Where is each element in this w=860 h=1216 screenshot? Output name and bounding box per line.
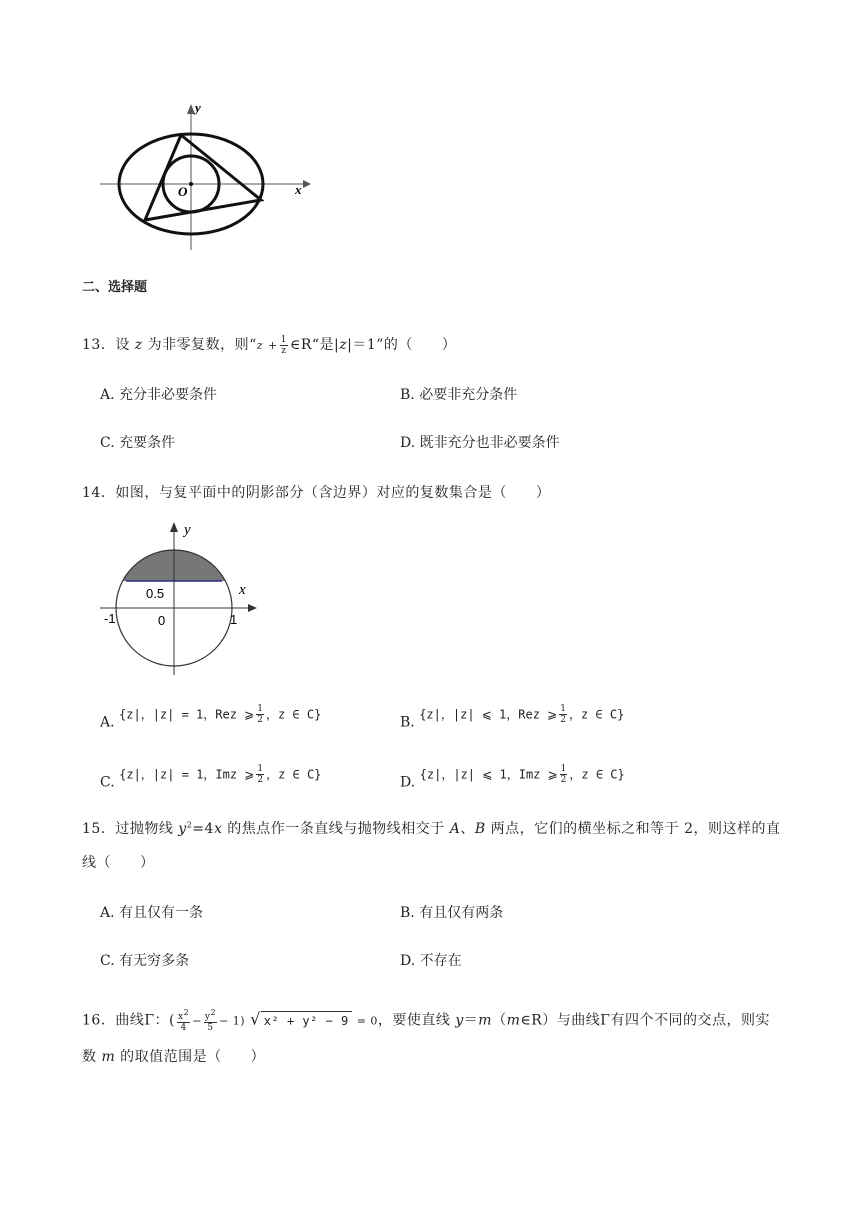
- option-set-post: ，z ∈ C}: [266, 767, 322, 782]
- q16-sup-a: 2: [183, 1008, 190, 1017]
- imag-axis-arrow: [170, 522, 178, 532]
- sqrt-sign: √: [250, 1009, 261, 1029]
- q13-option-c[interactable]: [100, 432, 175, 452]
- q13-option-a[interactable]: [100, 384, 217, 404]
- option-letter: D.: [400, 435, 416, 451]
- option-letter: B.: [400, 905, 415, 921]
- q16-sup-b: 2: [210, 1008, 217, 1017]
- fig2-label-one: 1: [230, 612, 238, 627]
- option-letter: A.: [100, 905, 115, 921]
- q16-text-d: ∈R）与曲线Γ有四个不同的交点，则实: [520, 1012, 770, 1029]
- fig1-origin-label: O: [178, 184, 188, 199]
- option-text: 必要非充分条件: [419, 387, 518, 403]
- q15-eq-rest: =4: [192, 821, 214, 837]
- frac-num: 1: [257, 764, 264, 774]
- q16-eq-zero: = 0: [356, 1014, 378, 1028]
- fig2-label-neg1: -1: [104, 611, 116, 626]
- option-set-post: ，z ∈ C}: [569, 767, 625, 782]
- q15-sep: 、: [460, 821, 475, 837]
- q15-option-c[interactable]: [100, 950, 189, 970]
- option-text: 充分非必要条件: [119, 387, 218, 403]
- option-set-pre: {z|，|z| = 1，Rez ⩾: [119, 707, 255, 722]
- q15-option-b[interactable]: [400, 902, 503, 922]
- option-fraction: [560, 764, 568, 785]
- q15-stem-line2: 线（ ）: [82, 855, 155, 871]
- option-text: 既非充分也非必要条件: [419, 435, 560, 451]
- q14-option-b[interactable]: [400, 704, 624, 731]
- q16-minus: −: [192, 1014, 202, 1028]
- frac-den: 2: [560, 715, 566, 725]
- q16-stem-line1: [82, 1008, 770, 1033]
- q14-number: 14．: [82, 485, 116, 501]
- section-heading: 二、选择题: [82, 280, 148, 295]
- q13-text-b: 为非零复数，则“: [142, 337, 257, 353]
- q14-option-a[interactable]: [100, 704, 321, 731]
- q15-option-a[interactable]: [100, 902, 203, 922]
- q16-line2-a: 数: [82, 1049, 102, 1065]
- option-fraction: [256, 704, 264, 725]
- option-set-pre: {z|，|z| ⩽ 1，Rez ⩾: [419, 707, 558, 722]
- fig2-label-half: 0.5: [146, 586, 165, 601]
- option-letter: D.: [400, 774, 416, 791]
- option-fraction: [256, 764, 264, 785]
- q15-text-b: 的焦点作一条直线与抛物线相交于: [222, 821, 450, 837]
- fig1-y-label: y: [195, 100, 201, 115]
- q16-x: x: [178, 1012, 184, 1022]
- q15-point-b: B: [474, 821, 486, 837]
- fig2-label-zero: 0: [158, 613, 166, 628]
- frac-num: 1: [560, 704, 566, 714]
- q13-text-d: z: [339, 337, 348, 353]
- q15-eq-y: y: [178, 821, 187, 837]
- q16-frac-y: [204, 1008, 217, 1033]
- option-text: 有且仅有两条: [419, 905, 504, 921]
- q13-expr-z: z: [256, 339, 264, 352]
- origin-point: [189, 182, 193, 186]
- q13-frac-den: z: [281, 345, 287, 356]
- q13-var-z: z: [134, 337, 143, 353]
- y-axis-arrow: [187, 104, 195, 114]
- q13-option-d[interactable]: [400, 432, 560, 452]
- option-set-pre: {z|，|z| = 1，Imz ⩾: [119, 767, 255, 782]
- q15-point-a: A: [449, 821, 461, 837]
- q16-sqrt-expr: x² + y² − 9: [261, 1011, 352, 1028]
- q15-text-a: 过抛物线: [115, 821, 179, 837]
- q13-option-b[interactable]: [400, 384, 517, 404]
- option-letter: B.: [400, 387, 415, 403]
- q13-text-e: |＝1”的（ ）: [347, 337, 457, 353]
- option-letter: C.: [100, 774, 115, 791]
- option-set-post: ，z ∈ C}: [568, 707, 625, 722]
- option-letter: A.: [100, 387, 115, 403]
- unit-circle-figure: [98, 520, 268, 690]
- q14-stem: [82, 482, 550, 502]
- option-letter: D.: [400, 953, 416, 969]
- q13-plus: +: [268, 339, 278, 352]
- q16-frac-x: [177, 1008, 190, 1033]
- q16-y-var: y: [455, 1012, 464, 1029]
- q16-minus-one: − 1): [219, 1014, 246, 1028]
- fig2-x-label: x: [239, 582, 246, 598]
- frac-num: 1: [560, 764, 567, 774]
- q15-text-c: 两点，它们的横坐标之和等于 2，则这样的直: [485, 821, 781, 837]
- q14-option-d[interactable]: [400, 764, 625, 791]
- option-text: 有无穷多条: [119, 953, 190, 969]
- q16-m-var3: m: [101, 1049, 116, 1065]
- q13-frac-num: 1: [280, 334, 287, 345]
- q16-eq-m: ＝: [463, 1012, 479, 1029]
- q13-fraction: [280, 335, 288, 356]
- option-letter: C.: [100, 435, 115, 451]
- frac-den: 2: [257, 775, 264, 785]
- q14-text: 如图，与复平面中的阴影部分（含边界）对应的复数集合是（ ）: [115, 485, 551, 501]
- q15-number: 15．: [82, 821, 116, 837]
- q16-line2-b: 的取值范围是（ ）: [115, 1049, 266, 1065]
- q13-stem: [82, 334, 456, 356]
- fig2-y-label: y: [184, 522, 191, 538]
- q13-text-c: ∈R“是|: [289, 337, 340, 353]
- option-set-post: ，z ∈ C}: [265, 707, 322, 722]
- q15-option-d[interactable]: [400, 950, 462, 970]
- q16-text-a: 曲线Γ：(: [115, 1012, 176, 1029]
- q16-number: 16．: [82, 1012, 116, 1029]
- frac-den: 2: [257, 715, 263, 725]
- option-letter: A.: [100, 714, 115, 731]
- option-letter: C.: [100, 953, 115, 969]
- ellipse-triangle-figure: [95, 100, 320, 255]
- q15-eq-sup: 2: [186, 820, 193, 830]
- q16-stem-line2: [82, 1046, 265, 1066]
- option-letter: B.: [400, 714, 415, 731]
- option-text: 充要条件: [119, 435, 176, 451]
- q16-y: y: [204, 1012, 211, 1022]
- option-set-pre: {z|，|z| ⩽ 1，Imz ⩾: [419, 767, 558, 782]
- option-text: 有且仅有一条: [119, 905, 204, 921]
- fig1-x-label: x: [295, 182, 302, 197]
- q16-den-4: 4: [180, 1023, 187, 1033]
- option-fraction: [559, 704, 567, 725]
- q13-text-a: 设: [115, 337, 135, 353]
- q16-m-var2: m: [506, 1012, 521, 1029]
- q16-den-5: 5: [207, 1023, 214, 1033]
- x-axis-arrow: [303, 180, 311, 188]
- frac-den: 2: [560, 775, 567, 785]
- frac-num: 1: [257, 704, 263, 714]
- q14-option-c[interactable]: [100, 764, 321, 791]
- real-axis-arrow: [248, 604, 257, 612]
- q16-m-var: m: [478, 1012, 493, 1029]
- option-text: 不存在: [419, 953, 462, 969]
- q15-stem-line1: [82, 818, 780, 838]
- q16-text-c: （: [492, 1012, 507, 1029]
- q15-eq-x: x: [213, 821, 223, 837]
- q13-number: 13．: [82, 337, 116, 353]
- q16-text-b: ，要使直线: [377, 1012, 456, 1029]
